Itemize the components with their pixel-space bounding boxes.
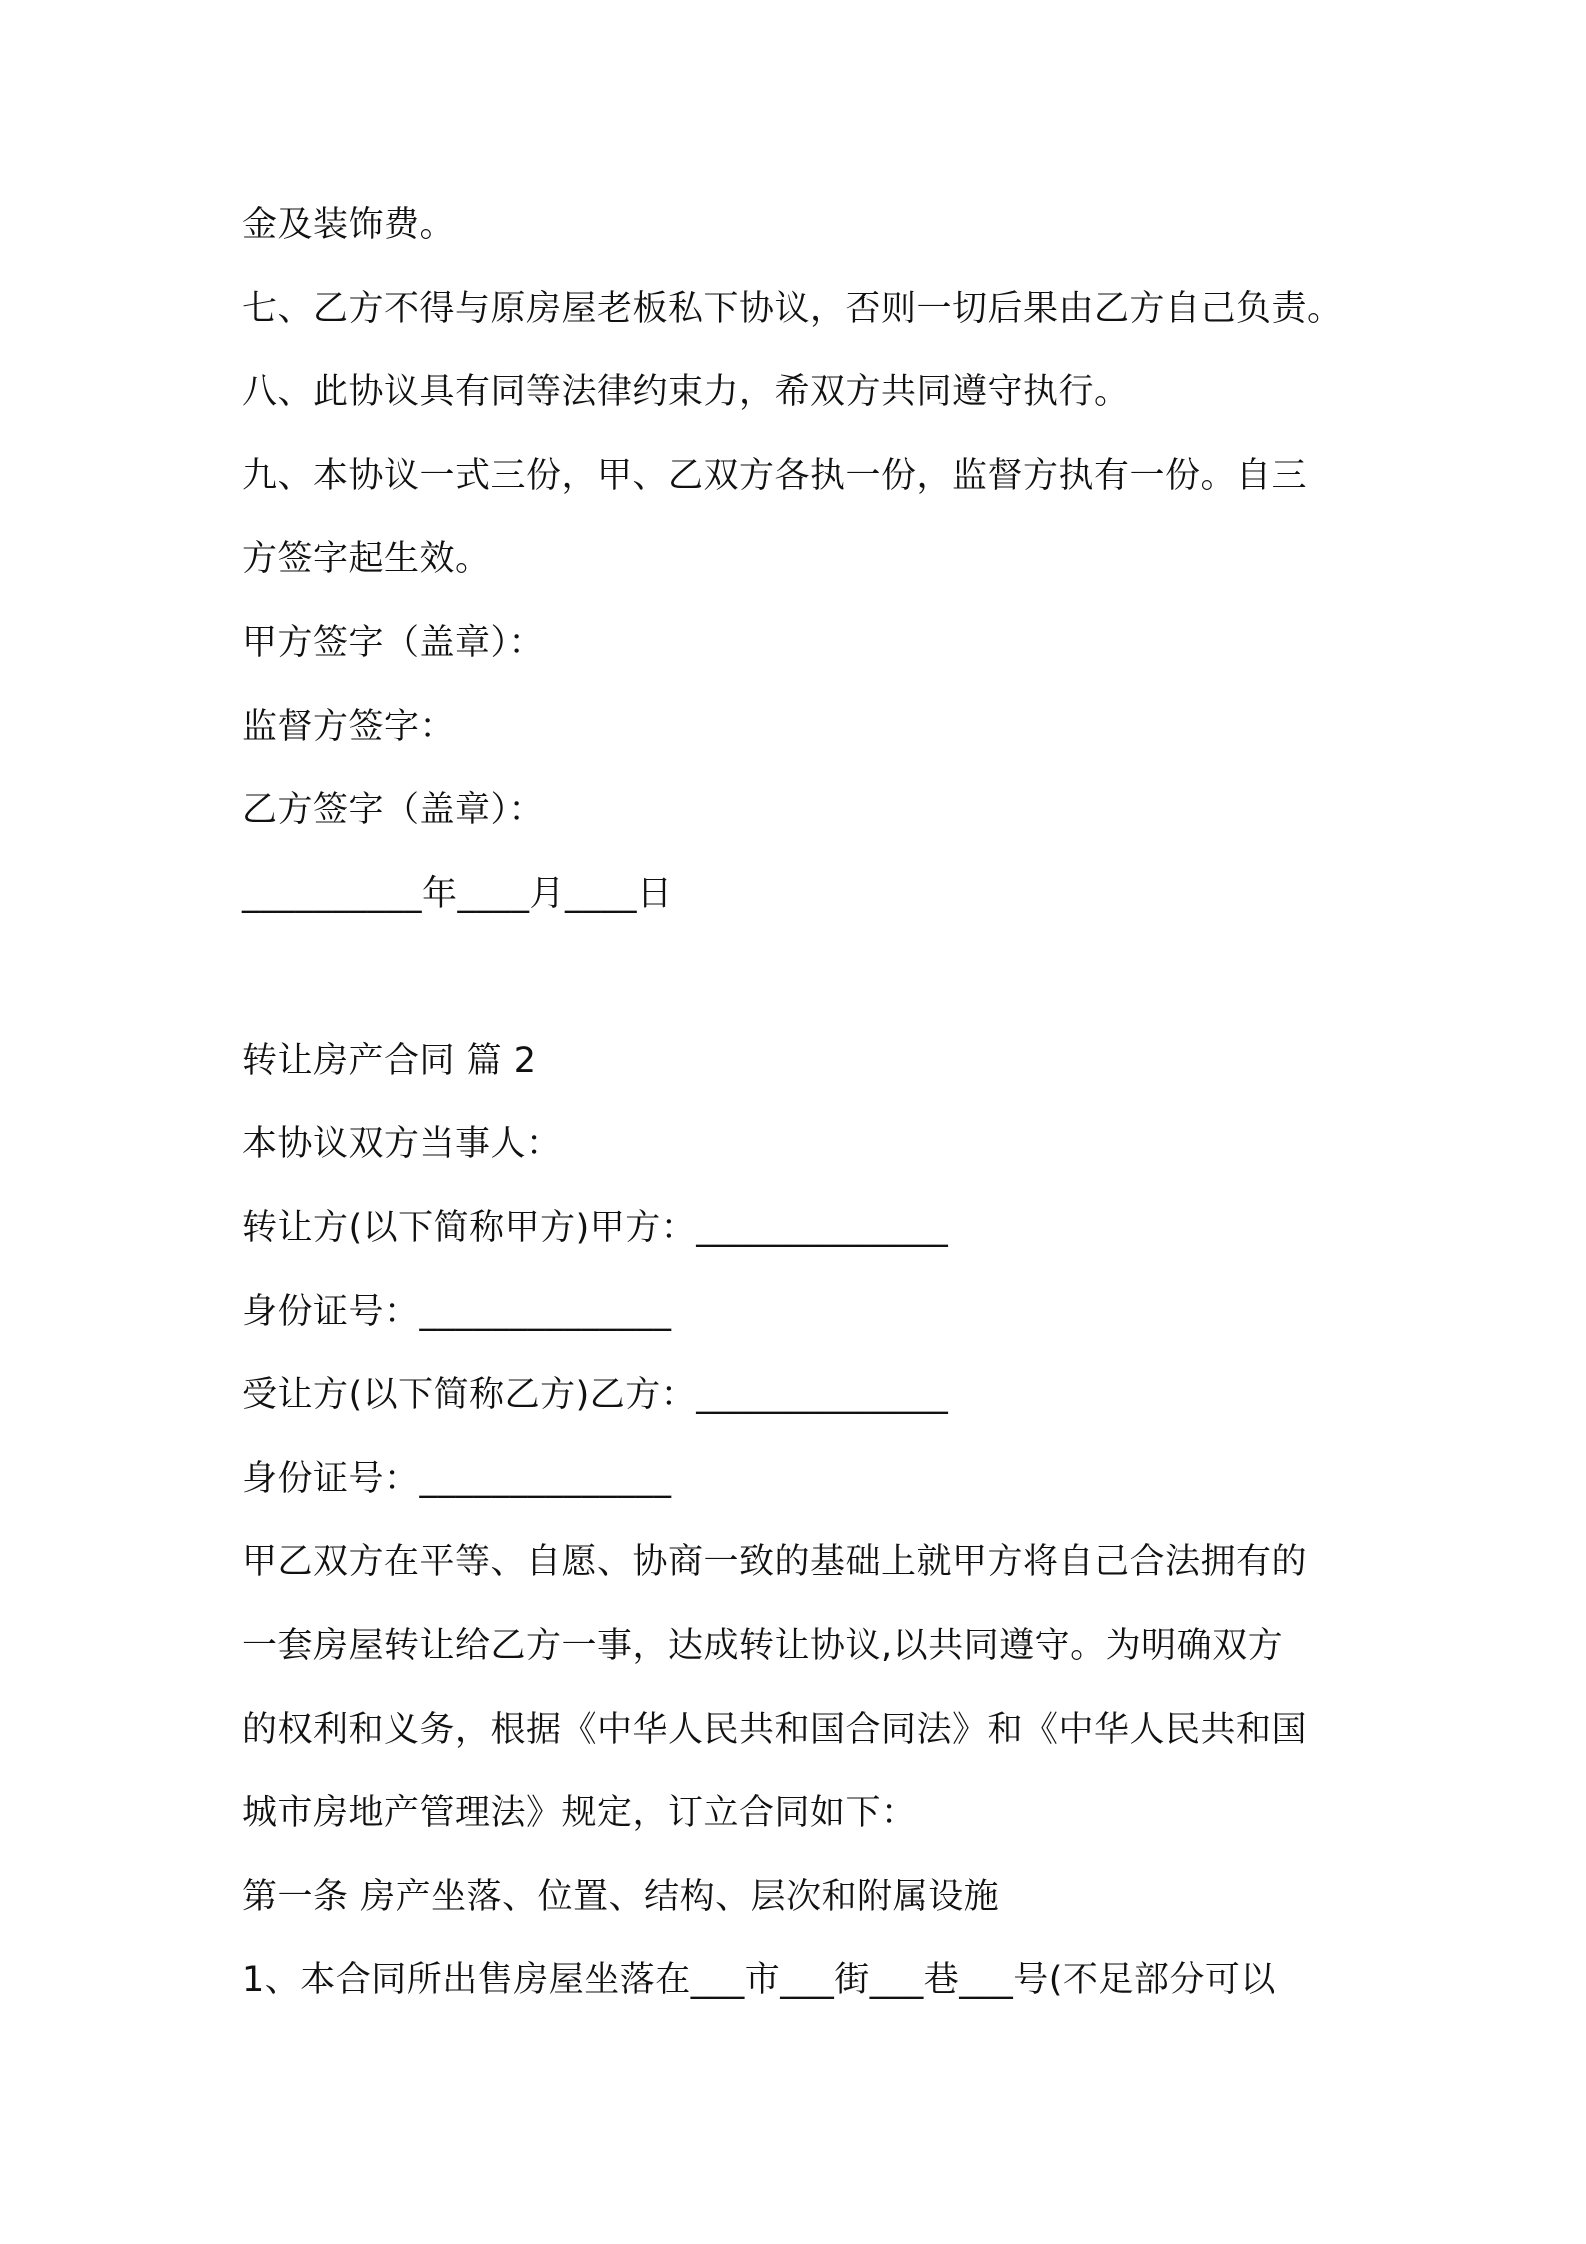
text-line: 八、此协议具有同等法律约束力，希双方共同遵守执行。 bbox=[242, 372, 1130, 412]
article-heading: 第一条 房产坐落、位置、结构、层次和附属设施 bbox=[242, 1877, 1000, 1917]
text-line: 七、乙方不得与原房屋老板私下协议，否则一切后果由乙方自己负责。 bbox=[242, 289, 1343, 329]
signature-line-party-a: 甲方签字（盖章）： bbox=[242, 623, 545, 663]
date-line: __________年____月____日 bbox=[242, 874, 673, 914]
form-line-transferee: 受让方(以下简称乙方)乙方：______________ bbox=[242, 1375, 949, 1415]
text-line: 城市房地产管理法》规定，订立合同如下： bbox=[242, 1793, 917, 1833]
text-line: 的权利和义务，根据《中华人民共和国合同法》和《中华人民共和国 bbox=[242, 1710, 1308, 1750]
text-line: 1、本合同所出售房屋坐落在___市___街___巷___号(不足部分可以 bbox=[242, 1960, 1276, 2000]
form-line-transferor: 转让方(以下简称甲方)甲方：______________ bbox=[242, 1208, 949, 1248]
signature-line-party-b: 乙方签字（盖章）： bbox=[242, 790, 545, 830]
form-line-id-number: 身份证号：______________ bbox=[242, 1459, 672, 1499]
text-line: 金及装饰费。 bbox=[242, 205, 456, 245]
signature-line-supervisor: 监督方签字： bbox=[242, 707, 456, 747]
form-line-id-number: 身份证号：______________ bbox=[242, 1292, 672, 1332]
text-line: 本协议双方当事人： bbox=[242, 1124, 562, 1164]
text-line: 方签字起生效。 bbox=[242, 539, 491, 579]
text-line: 九、本协议一式三份，甲、乙双方各执一份，监督方执有一份。自三 bbox=[242, 456, 1308, 496]
text-line: 甲乙双方在平等、自愿、协商一致的基础上就甲方将自己合法拥有的 bbox=[242, 1542, 1308, 1582]
section-title: 转让房产合同 篇 2 bbox=[242, 1041, 537, 1081]
text-line: 一套房屋转让给乙方一事，达成转让协议,以共同遵守。为明确双方 bbox=[242, 1626, 1284, 1666]
